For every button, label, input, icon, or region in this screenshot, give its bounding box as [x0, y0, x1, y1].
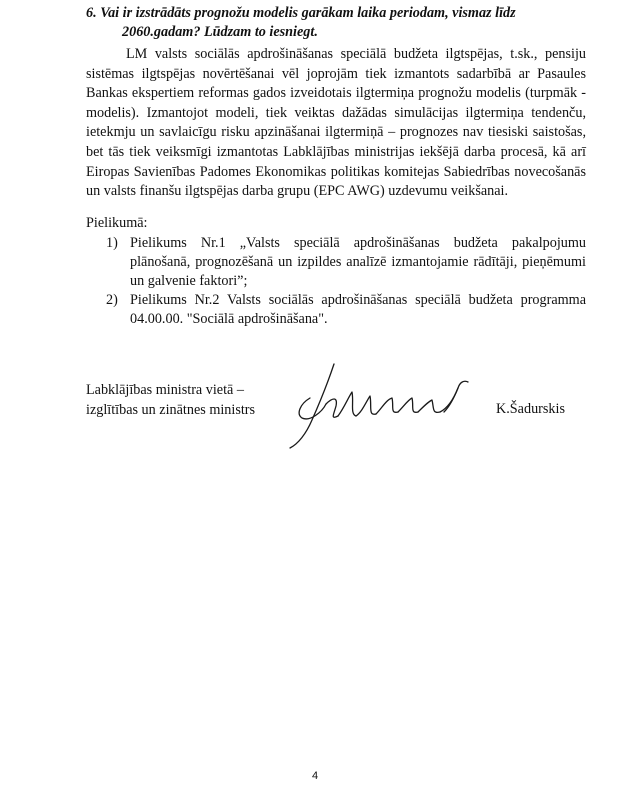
signatory-name: K.Šadurskis [496, 401, 565, 417]
attachment-text: Pielikums Nr.2 Valsts sociālās apdrošināšanas speciālā budžeta programma 04.00.00. "Sociālā apdrošināšana". [130, 292, 586, 327]
page-number: 4 [311, 770, 319, 782]
signatory-role-line-1: Labklājības ministra vietā – [86, 382, 244, 398]
attachment-item-2 [106, 291, 586, 329]
question-line-1: 6. Vai ir izstrādāts prognožu modelis garākam laika periodam, vismaz līdz [86, 5, 516, 21]
attachments-heading: Pielikumā: [86, 215, 148, 231]
attachment-number: 1) [106, 235, 118, 251]
handwritten-signature [282, 358, 482, 453]
attachment-number: 2) [106, 292, 118, 308]
signatory-role [86, 381, 255, 420]
answer-paragraph: LM valsts sociālās apdrošināšanas speciālā budžeta ilgtspējas, t.sk., pensiju sistēmas ilgtspējas novērtēšanai vēl joprojām tiek izmantots sadarbībā ar Pasaules Bankas ekspertiem reformas gados izveidotais ilgtermiņa prognožu modelis (turpmāk - modelis). Izmantojot modeli, tiek veiktas dažādas simulācijas ilgtermiņa tendenču, ietekmju un savlaicīgu risku apzināšanai ilgtermiņā – prognozes nav tiesiski saistošas, bet tās tiek veiksmīgi izmantotas Labklājības ministrijas iekšējā darba procesā, kā arī Eiropas Savienības Padomes Ekonomikas politikas komitejas Sabiedrības novecošanās un valsts finanšu ilgtspējas darba grupu (EPC AWG) uzdevumu veikšanai. [86, 46, 586, 200]
attachment-item-1 [106, 234, 586, 291]
signatory-role-line-2: izglītības un zinātnes ministrs [86, 401, 256, 418]
attachment-text: Pielikums Nr.1 „Valsts speciālā apdrošināšanas budžeta pakalpojumu plānošanā, prognozēšanā un izpildes analīzē izmantojamie rādītāji, pieņēmumi un galvenie faktori”; [130, 235, 586, 289]
question-heading [86, 4, 586, 42]
attachments-list [106, 234, 586, 329]
question-line-2: 2060.gadam? Lūdzam to iesniegt. [122, 24, 318, 40]
